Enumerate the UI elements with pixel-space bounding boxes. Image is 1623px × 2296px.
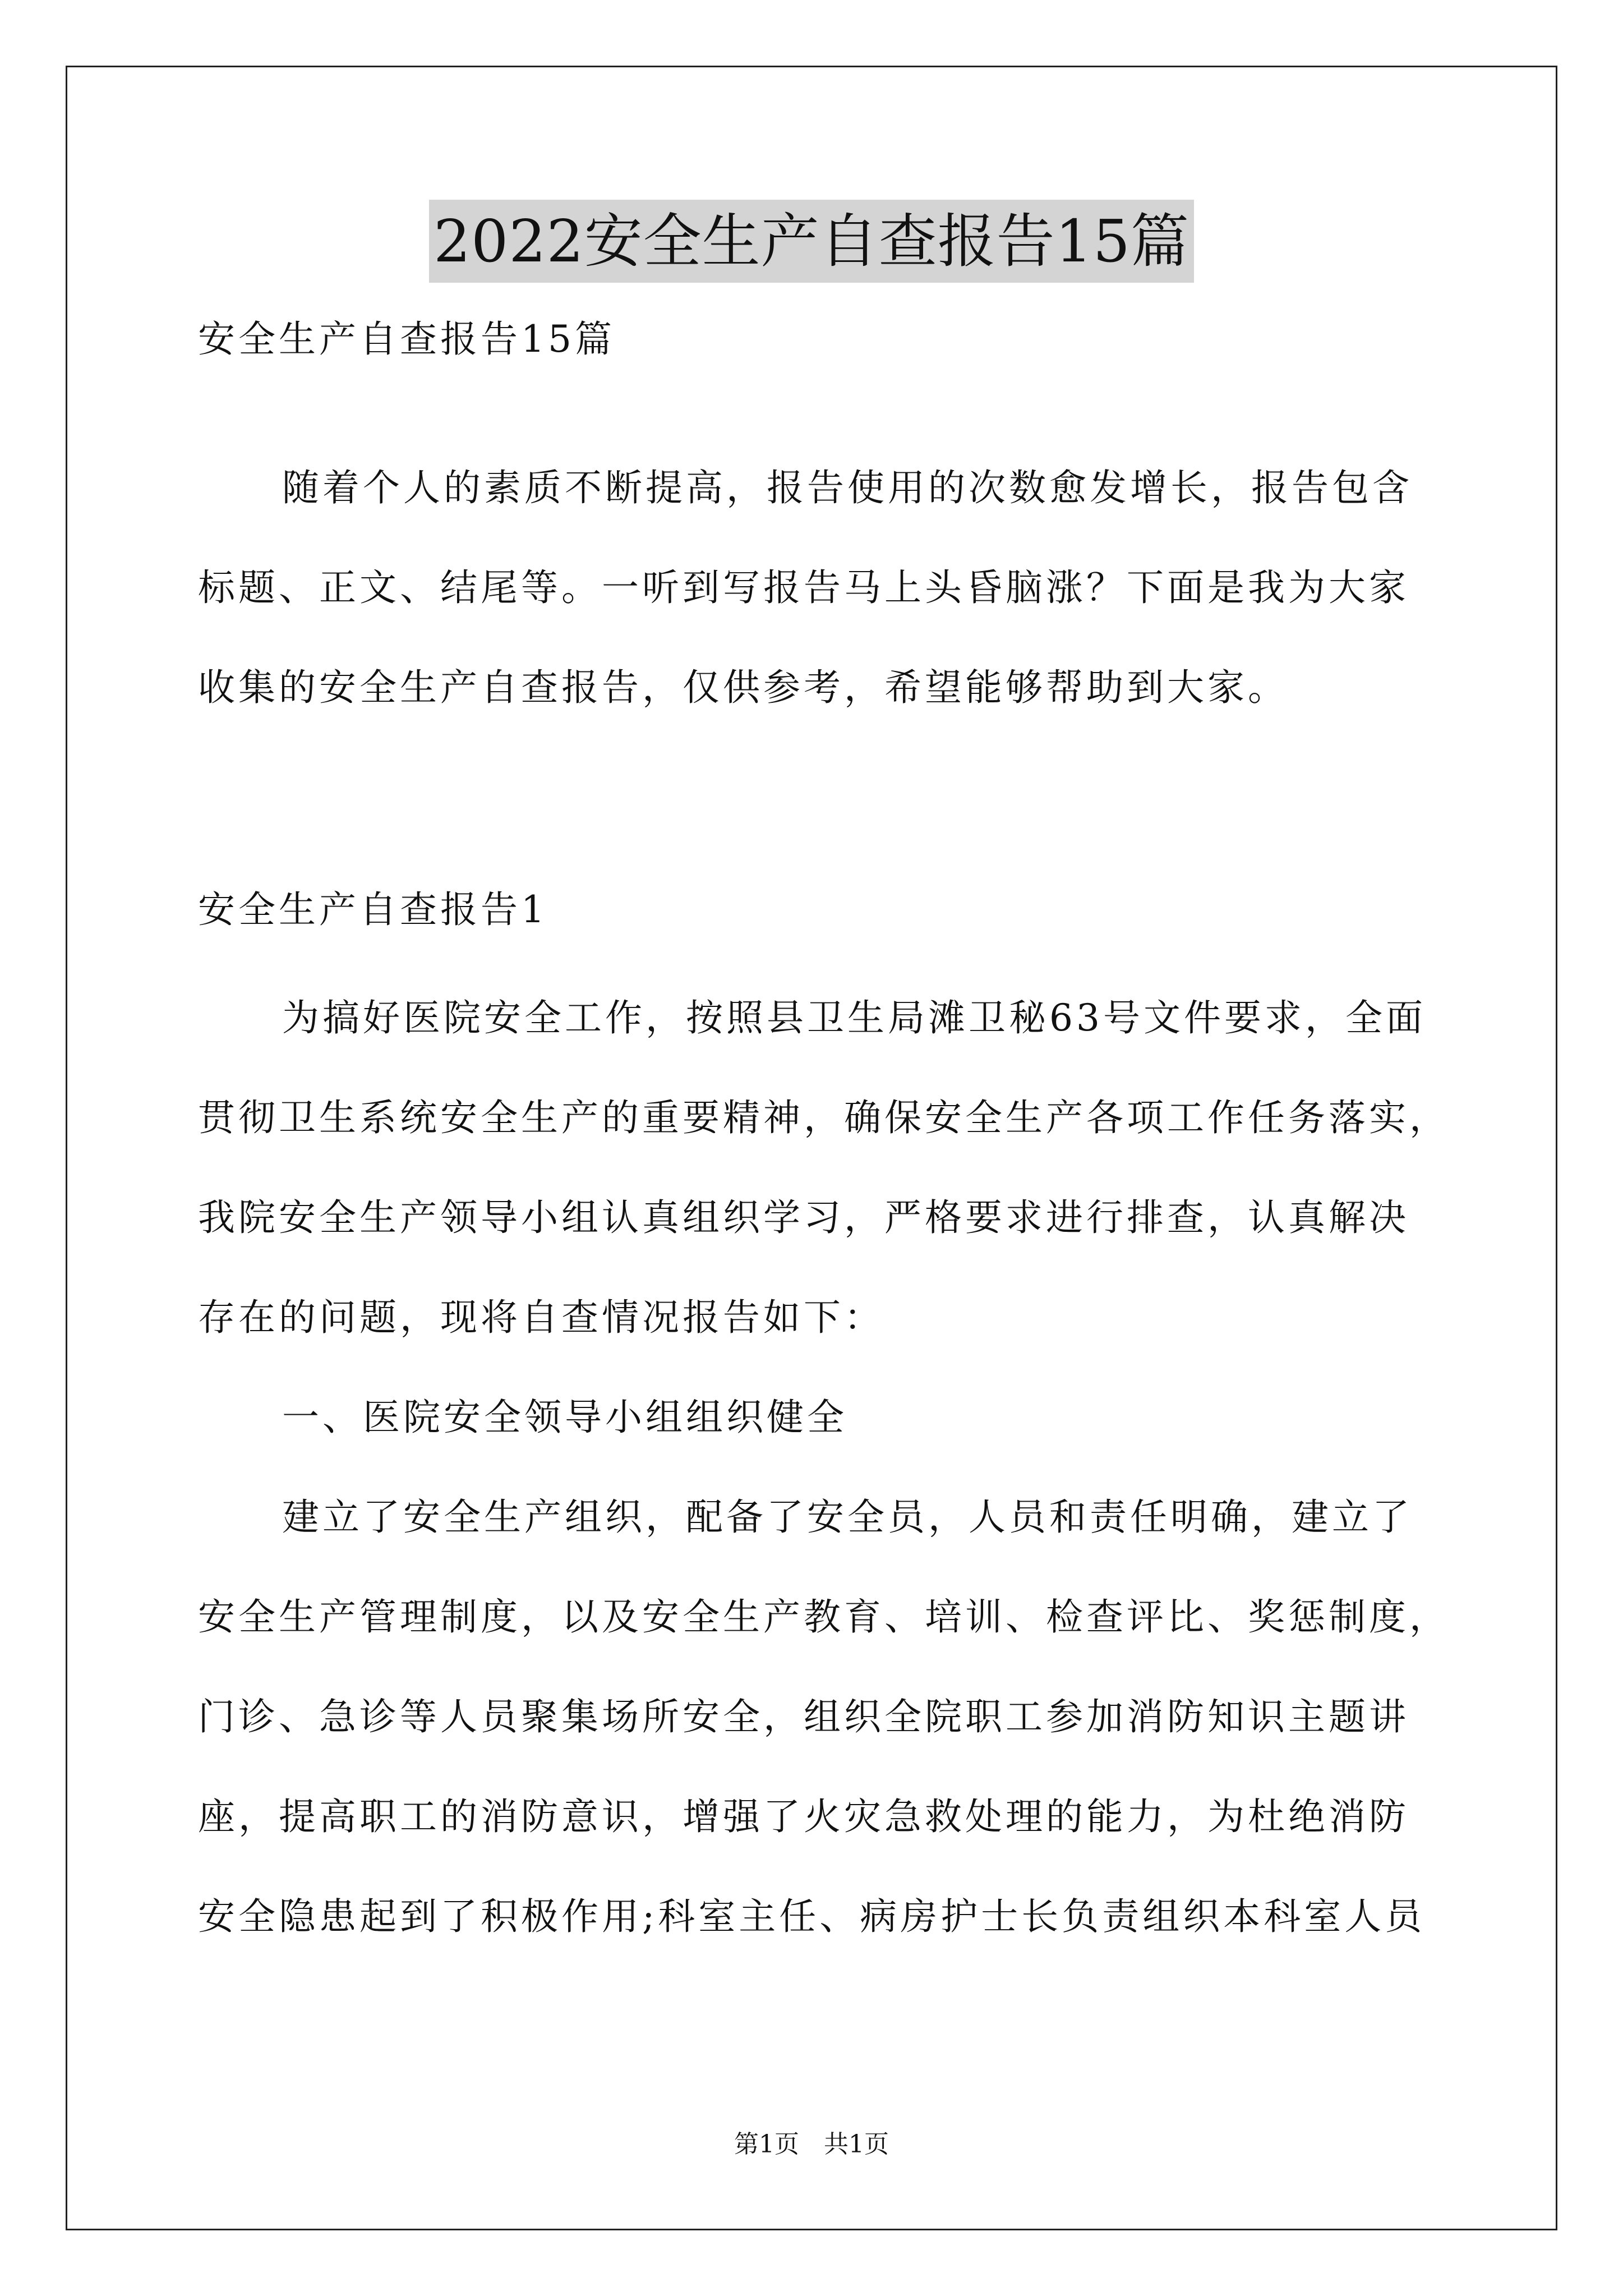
paragraph-line: 安全生产管理制度，以及安全生产教育、培训、检查评比、奖惩制度， — [198, 1595, 1450, 1639]
paragraph-line: 为搞好医院安全工作，按照县卫生局滩卫秘63号文件要求，全面 — [282, 996, 1426, 1039]
page-number: 第1页 共1页 — [734, 2130, 889, 2159]
intro-line: 标题、正文、结尾等。一听到写报告马上头昏脑涨？下面是我为大家 — [198, 566, 1409, 609]
document-subtitle: 安全生产自查报告15篇 — [198, 318, 615, 361]
subheading: 一、医院安全领导小组组织健全 — [282, 1396, 847, 1439]
paragraph-line: 座，提高职工的消防意识，增强了火灾急救处理的能力，为杜绝消防 — [198, 1795, 1409, 1838]
intro-line: 收集的安全生产自查报告，仅供参考，希望能够帮助到大家。 — [198, 666, 1288, 709]
section-heading: 安全生产自查报告1 — [198, 888, 548, 931]
intro-line: 随着个人的素质不断提高，报告使用的次数愈发增长，报告包含 — [282, 466, 1413, 509]
paragraph-line: 我院安全生产领导小组认真组织学习，严格要求进行排查，认真解决 — [198, 1196, 1409, 1239]
paragraph-line: 建立了安全生产组织，配备了安全员，人员和责任明确，建立了 — [282, 1496, 1413, 1539]
paragraph-line: 安全隐患起到了积极作用;科室主任、病房护士长负责组织本科室人员 — [198, 1895, 1426, 1938]
paragraph-line: 存在的问题，现将自查情况报告如下： — [198, 1296, 884, 1339]
paragraph-line: 门诊、急诊等人员聚集场所安全，组织全院职工参加消防知识主题讲 — [198, 1695, 1409, 1738]
title-container — [0, 200, 1623, 283]
document-title: 2022安全生产自查报告15篇 — [429, 200, 1194, 283]
paragraph-line: 贯彻卫生系统安全生产的重要精神，确保安全生产各项工作任务落实， — [198, 1096, 1450, 1139]
